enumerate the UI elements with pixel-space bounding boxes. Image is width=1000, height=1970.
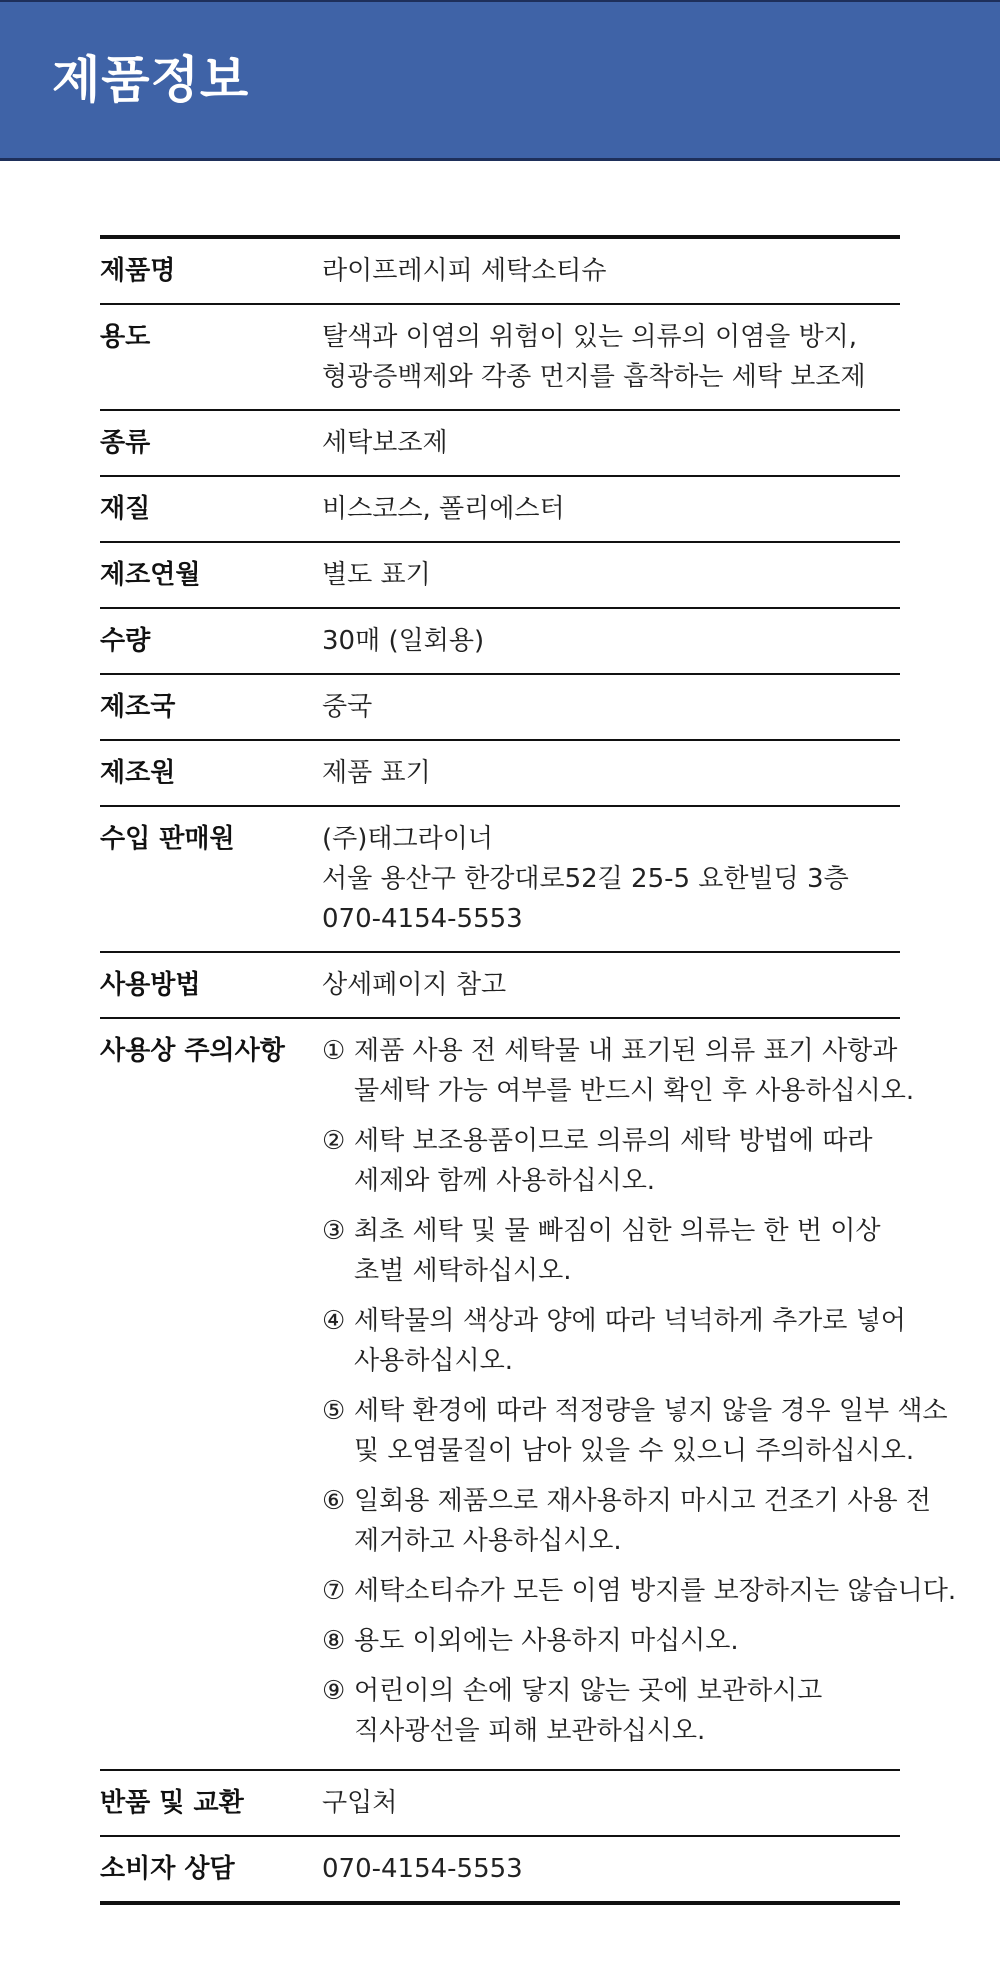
row-label: 사용상 주의사항 xyxy=(100,1036,285,1066)
caution-item xyxy=(322,1621,956,1661)
caution-text xyxy=(354,1621,956,1661)
caution-item xyxy=(322,1301,956,1381)
caution-line: 세탁물의 색상과 양에 따라 넉넉하게 추가로 넣어 xyxy=(354,1306,906,1336)
caution-line: 세탁소티슈가 모든 이염 방지를 보장하지는 않습니다. xyxy=(354,1576,957,1606)
caution-line: 사용하십시오. xyxy=(354,1346,513,1376)
row-value: 070-4154-5553 xyxy=(322,1854,523,1884)
row-label: 제조연월 xyxy=(100,560,201,590)
caution-item xyxy=(322,1571,956,1611)
value-line: 서울 용산구 한강대로52길 25-5 요한빌딩 3층 xyxy=(322,864,849,894)
caution-text xyxy=(354,1571,956,1611)
row-value: 상세페이지 참고 xyxy=(322,970,507,1000)
row-value xyxy=(322,807,900,951)
caution-text xyxy=(354,1671,956,1751)
caution-line: 최초 세탁 및 물 빠짐이 심한 의류는 한 번 이상 xyxy=(354,1216,881,1246)
row-value: 세탁보조제 xyxy=(322,428,448,458)
row-importer xyxy=(100,807,900,953)
row-value: 제품 표기 xyxy=(322,758,431,788)
caution-number: ③ xyxy=(322,1216,346,1246)
caution-item xyxy=(322,1481,956,1561)
page-title: 제품정보 xyxy=(52,51,250,109)
row-label: 제조원 xyxy=(100,758,176,788)
row-label: 제조국 xyxy=(100,692,176,722)
caution-number: ⑥ xyxy=(322,1486,346,1516)
caution-item xyxy=(322,1031,956,1111)
row-label: 재질 xyxy=(100,494,151,524)
row-label: 사용방법 xyxy=(100,970,201,1000)
caution-line: 일회용 제품으로 재사용하지 마시고 건조기 사용 전 xyxy=(354,1486,932,1516)
row-cautions xyxy=(100,1019,957,1771)
row-product-name xyxy=(100,239,900,305)
caution-text xyxy=(354,1121,956,1201)
caution-text xyxy=(354,1391,956,1471)
caution-item xyxy=(322,1211,956,1291)
row-manufacturer xyxy=(100,741,900,807)
row-country xyxy=(100,675,900,741)
header-banner xyxy=(0,0,1000,161)
row-quantity xyxy=(100,609,900,675)
caution-number: ① xyxy=(322,1036,346,1066)
cautions-list xyxy=(322,1019,956,1769)
row-value: 비스코스, 폴리에스터 xyxy=(322,494,565,524)
row-label: 종류 xyxy=(100,428,151,458)
row-usage xyxy=(100,305,900,411)
caution-item xyxy=(322,1121,956,1201)
value-line: 070-4154-5553 xyxy=(322,904,523,934)
caution-line: 및 오염물질이 남아 있을 수 있으니 주의하십시오. xyxy=(354,1436,915,1466)
row-label: 수량 xyxy=(100,626,151,656)
row-consumer-contact xyxy=(100,1837,900,1901)
row-label: 제품명 xyxy=(100,256,176,286)
caution-line: 초벌 세탁하십시오. xyxy=(354,1256,572,1286)
row-how-to-use xyxy=(100,953,900,1019)
caution-number: ⑦ xyxy=(322,1576,346,1606)
row-label: 수입 판매원 xyxy=(100,824,235,854)
caution-number: ④ xyxy=(322,1306,346,1336)
caution-line: 직사광선을 피해 보관하십시오. xyxy=(354,1716,706,1746)
row-value: 중국 xyxy=(322,692,373,722)
caution-line: 물세탁 가능 여부를 반드시 확인 후 사용하십시오. xyxy=(354,1076,915,1106)
caution-line: 제품 사용 전 세탁물 내 표기된 의류 표기 사항과 xyxy=(354,1036,898,1066)
caution-text xyxy=(354,1031,956,1111)
row-value: 라이프레시피 세탁소티슈 xyxy=(322,256,607,286)
row-label: 소비자 상담 xyxy=(100,1854,235,1884)
caution-text xyxy=(354,1211,956,1291)
caution-number: ⑧ xyxy=(322,1626,346,1656)
caution-text xyxy=(354,1301,956,1381)
row-value: 구입처 xyxy=(322,1788,398,1818)
product-spec-table xyxy=(100,235,957,1905)
caution-line: 제거하고 사용하십시오. xyxy=(354,1526,622,1556)
caution-item xyxy=(322,1391,956,1471)
caution-line: 세탁 보조용품이므로 의류의 세탁 방법에 따라 xyxy=(354,1126,873,1156)
row-type xyxy=(100,411,900,477)
caution-item xyxy=(322,1671,956,1751)
caution-line: 어린이의 손에 닿지 않는 곳에 보관하시고 xyxy=(354,1676,823,1706)
caution-line: 세탁 환경에 따라 적정량을 넣지 않을 경우 일부 색소 xyxy=(354,1396,948,1426)
caution-number: ② xyxy=(322,1126,346,1156)
row-manufacture-date xyxy=(100,543,900,609)
row-value: 30매 (일회용) xyxy=(322,626,485,656)
caution-line: 세제와 함께 사용하십시오. xyxy=(354,1166,656,1196)
caution-number: ⑤ xyxy=(322,1396,346,1426)
value-line: 형광증백제와 각종 먼지를 흡착하는 세탁 보조제 xyxy=(322,362,866,392)
caution-line: 용도 이외에는 사용하지 마십시오. xyxy=(354,1626,739,1656)
value-line: (주)태그라이너 xyxy=(322,824,493,854)
caution-number: ⑨ xyxy=(322,1676,346,1706)
caution-text xyxy=(354,1481,956,1561)
value-line: 탈색과 이염의 위험이 있는 의류의 이염을 방지, xyxy=(322,322,858,352)
row-label: 용도 xyxy=(100,322,151,352)
row-label: 반품 및 교환 xyxy=(100,1788,244,1818)
row-material xyxy=(100,477,900,543)
row-value: 별도 표기 xyxy=(322,560,431,590)
row-value xyxy=(322,305,900,409)
row-returns xyxy=(100,1771,900,1837)
